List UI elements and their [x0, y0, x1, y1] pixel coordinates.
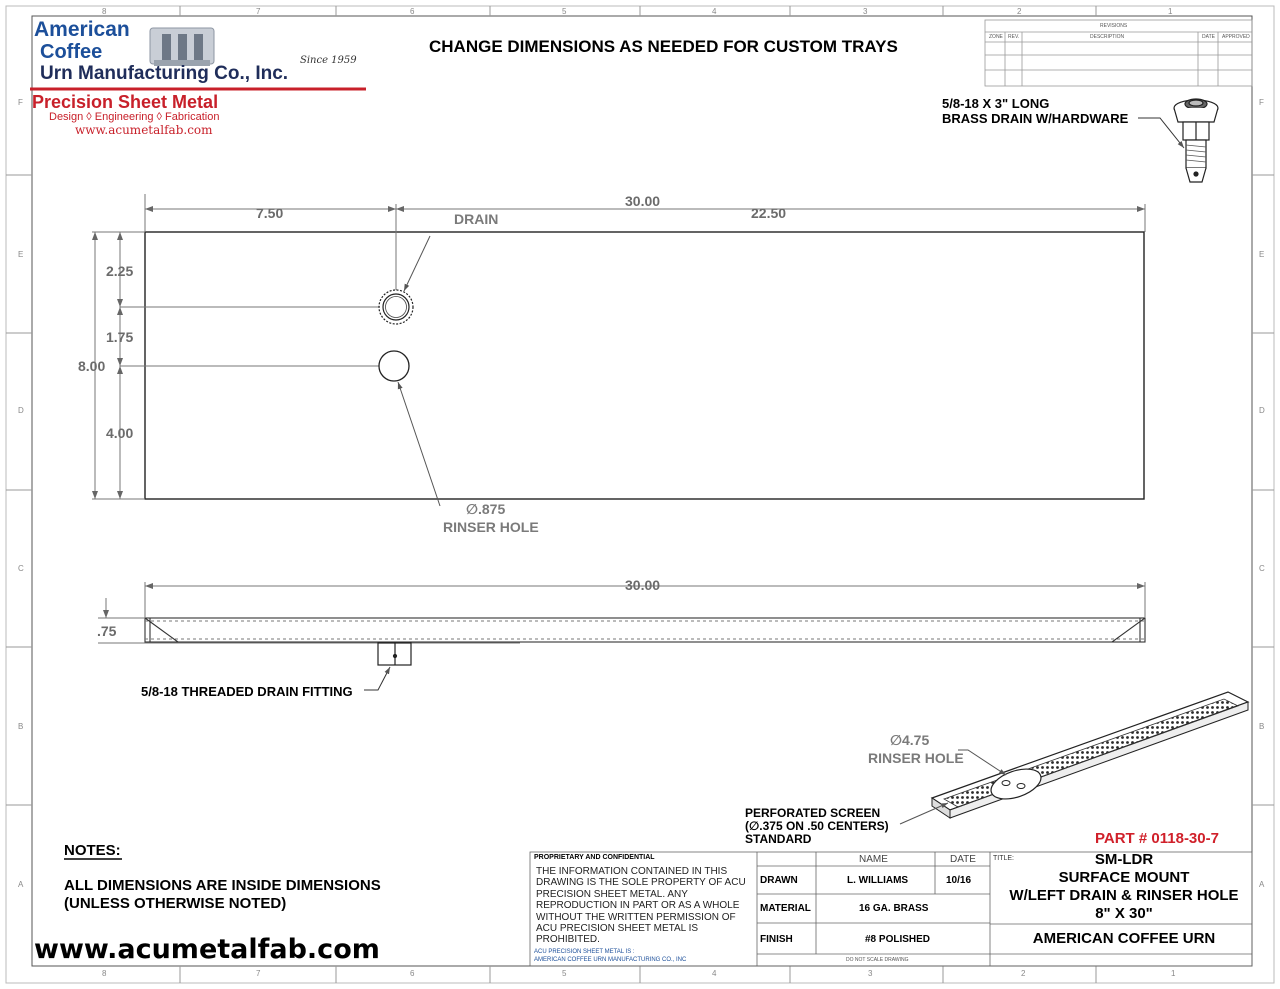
dim-width: 8.00 [78, 358, 106, 374]
revisions-col-description: DESCRIPTION [1090, 34, 1125, 40]
drawn-name: L. WILLIAMS [847, 875, 909, 886]
zone-left-A: A [18, 880, 24, 889]
company-name: AMERICAN COFFEE URN [1032, 930, 1216, 947]
revision-block-lines [985, 20, 1252, 86]
division-line: ACU PRECISION SHEET METAL IS : [534, 949, 635, 955]
dim-drain-to-rinser: 1.75 [106, 329, 134, 345]
revisions-col-date: DATE [1202, 34, 1215, 40]
zone-bottom-1: 1 [1171, 969, 1176, 978]
rinser-hole-label: RINSER HOLE [443, 519, 539, 535]
screen-label-line1: PERFORATED SCREEN [745, 806, 881, 820]
zone-bottom-4: 4 [712, 969, 717, 978]
iso-rinser-label: RINSER HOLE [868, 750, 964, 766]
side-dim-arrows [103, 583, 1145, 618]
drawn-label: DRAWN [760, 875, 798, 886]
notes-line2: (UNLESS OTHERWISE NOTED) [64, 895, 287, 912]
zone-bottom-8: 8 [102, 969, 107, 978]
dim-overall-length: 30.00 [625, 193, 661, 209]
zone-left-B: B [18, 722, 24, 731]
zone-bottom-2: 2 [1021, 969, 1026, 978]
iso-rinser-leader [958, 750, 1006, 775]
outer-border [6, 6, 1274, 983]
confidential-body: THE INFORMATION CONTAINED IN THIS DRAWING IS THE SOLE PROPERTY OF ACU PRECISION SHEET METAL. ANY REPRODUCTION IN PART OR AS A WHOLE WITHOUT THE WRITTEN PERMISSION OF ACU PRECISION SHEET METAL IS PROHIBITED. [536, 866, 746, 946]
side-dim-lines [98, 582, 1145, 643]
screen-label-line3: STANDARD [745, 832, 812, 846]
title-line1: SM-LDR [1094, 851, 1154, 868]
zone-bottom-3: 3 [868, 969, 873, 978]
dim-edge-to-drain: 2.25 [106, 263, 134, 279]
zone-right-B: B [1259, 722, 1265, 731]
dim-remaining: 22.50 [751, 205, 787, 221]
iso-tray [932, 692, 1248, 818]
drain-hole-top [379, 290, 413, 324]
zone-right-A: A [1259, 880, 1265, 889]
logo-coffee: Coffee [40, 41, 103, 63]
title-line2: SURFACE MOUNT [1058, 869, 1190, 886]
website-url: www.acumetalfab.com [34, 934, 380, 965]
zone-bottom-7: 7 [256, 969, 261, 978]
zone-top-8: 8 [102, 7, 107, 16]
zone-left-C: C [18, 564, 24, 573]
zone-left-D: D [18, 406, 24, 415]
top-dim-lines [92, 194, 1145, 499]
tray-side-view [145, 618, 1145, 642]
dim-side-length: 30.00 [625, 577, 661, 593]
drain-label: DRAIN [454, 211, 499, 227]
zone-bottom-5: 5 [562, 969, 567, 978]
drain-leader [404, 236, 430, 291]
zone-top-4: 4 [712, 7, 717, 16]
do-not-scale: DO NOT SCALE DRAWING [846, 957, 909, 963]
dim-height: .75 [97, 623, 117, 639]
logo-tagline: Design ◊ Engineering ◊ Fabrication [49, 111, 220, 123]
division-name: AMERICAN COFFEE URN MANUFACTURING CO., INC [534, 957, 687, 963]
revisions-col-approved: APPROVED [1222, 34, 1250, 40]
zone-right-E: E [1259, 250, 1265, 259]
title-label: TITLE: [993, 855, 1015, 862]
fitting-leader [364, 667, 390, 690]
top-dim-arrows [92, 206, 1145, 499]
dim-drain-offset: 7.50 [256, 205, 284, 221]
zone-right-F: F [1259, 98, 1264, 107]
revisions-col-zone: ZONE [989, 34, 1003, 40]
rinser-hole-top [379, 351, 409, 381]
title-line4: 8" X 30" [1095, 905, 1153, 922]
logo-precision: Precision Sheet Metal [32, 92, 219, 112]
material-value: 16 GA. BRASS [859, 903, 929, 914]
hardware-callout-line2: BRASS DRAIN W/HARDWARE [942, 111, 1129, 126]
logo-american: American [34, 18, 130, 41]
zone-top-7: 7 [256, 7, 261, 16]
logo-urn-mfg: Urn Manufacturing Co., Inc. [40, 63, 289, 84]
zone-top-5: 5 [562, 7, 567, 16]
zone-right-C: C [1259, 564, 1265, 573]
finish-value: #8 POLISHED [865, 934, 931, 945]
header-note: CHANGE DIMENSIONS AS NEEDED FOR CUSTOM TRAYS [429, 37, 898, 56]
zone-top-3: 3 [863, 7, 868, 16]
drain-fitting-hardware [1174, 99, 1218, 182]
logo-url: www.acumetalfab.com [75, 123, 213, 137]
col-name-header: NAME [859, 854, 888, 865]
rinser-leader [398, 382, 440, 506]
notes-line1: ALL DIMENSIONS ARE INSIDE DIMENSIONS [64, 877, 381, 894]
finish-label: FINISH [760, 934, 793, 945]
side-drain-fitting [378, 643, 411, 665]
zone-top-2: 2 [1017, 7, 1022, 16]
zone-left-E: E [18, 250, 24, 259]
rinser-diameter-label: ∅.875 [466, 501, 506, 517]
zone-bottom-6: 6 [410, 969, 415, 978]
hardware-callout-line1: 5/8-18 X 3" LONG [942, 96, 1050, 111]
screen-label-line2: (∅.375 ON .50 CENTERS) [745, 819, 889, 833]
hardware-leader [1138, 118, 1184, 148]
revisions-col-rev: REV. [1008, 34, 1020, 40]
revisions-title: REVISIONS [1100, 23, 1128, 29]
confidential-title: PROPRIETARY AND CONFIDENTIAL [534, 854, 655, 861]
dim-rinser-to-edge: 4.00 [106, 425, 134, 441]
material-label: MATERIAL [760, 903, 811, 914]
logo-urn-graphic [150, 28, 214, 66]
zone-left-F: F [18, 98, 23, 107]
zone-right-D: D [1259, 406, 1265, 415]
col-date-header: DATE [950, 854, 976, 865]
zone-ticks [6, 6, 1274, 983]
zone-top-1: 1 [1168, 7, 1173, 16]
title-line3: W/LEFT DRAIN & RINSER HOLE [1009, 887, 1239, 904]
logo-since: Since 1959 [300, 55, 357, 66]
notes-heading: NOTES: [64, 842, 121, 859]
zone-top-6: 6 [410, 7, 415, 16]
screen-leader [900, 803, 948, 824]
fitting-label: 5/8-18 THREADED DRAIN FITTING [141, 684, 353, 699]
iso-diameter-label: ∅4.75 [890, 732, 930, 748]
drawn-date: 10/16 [946, 875, 972, 886]
part-number: PART # 0118-30-7 [1095, 830, 1219, 847]
inner-border [32, 16, 1252, 966]
